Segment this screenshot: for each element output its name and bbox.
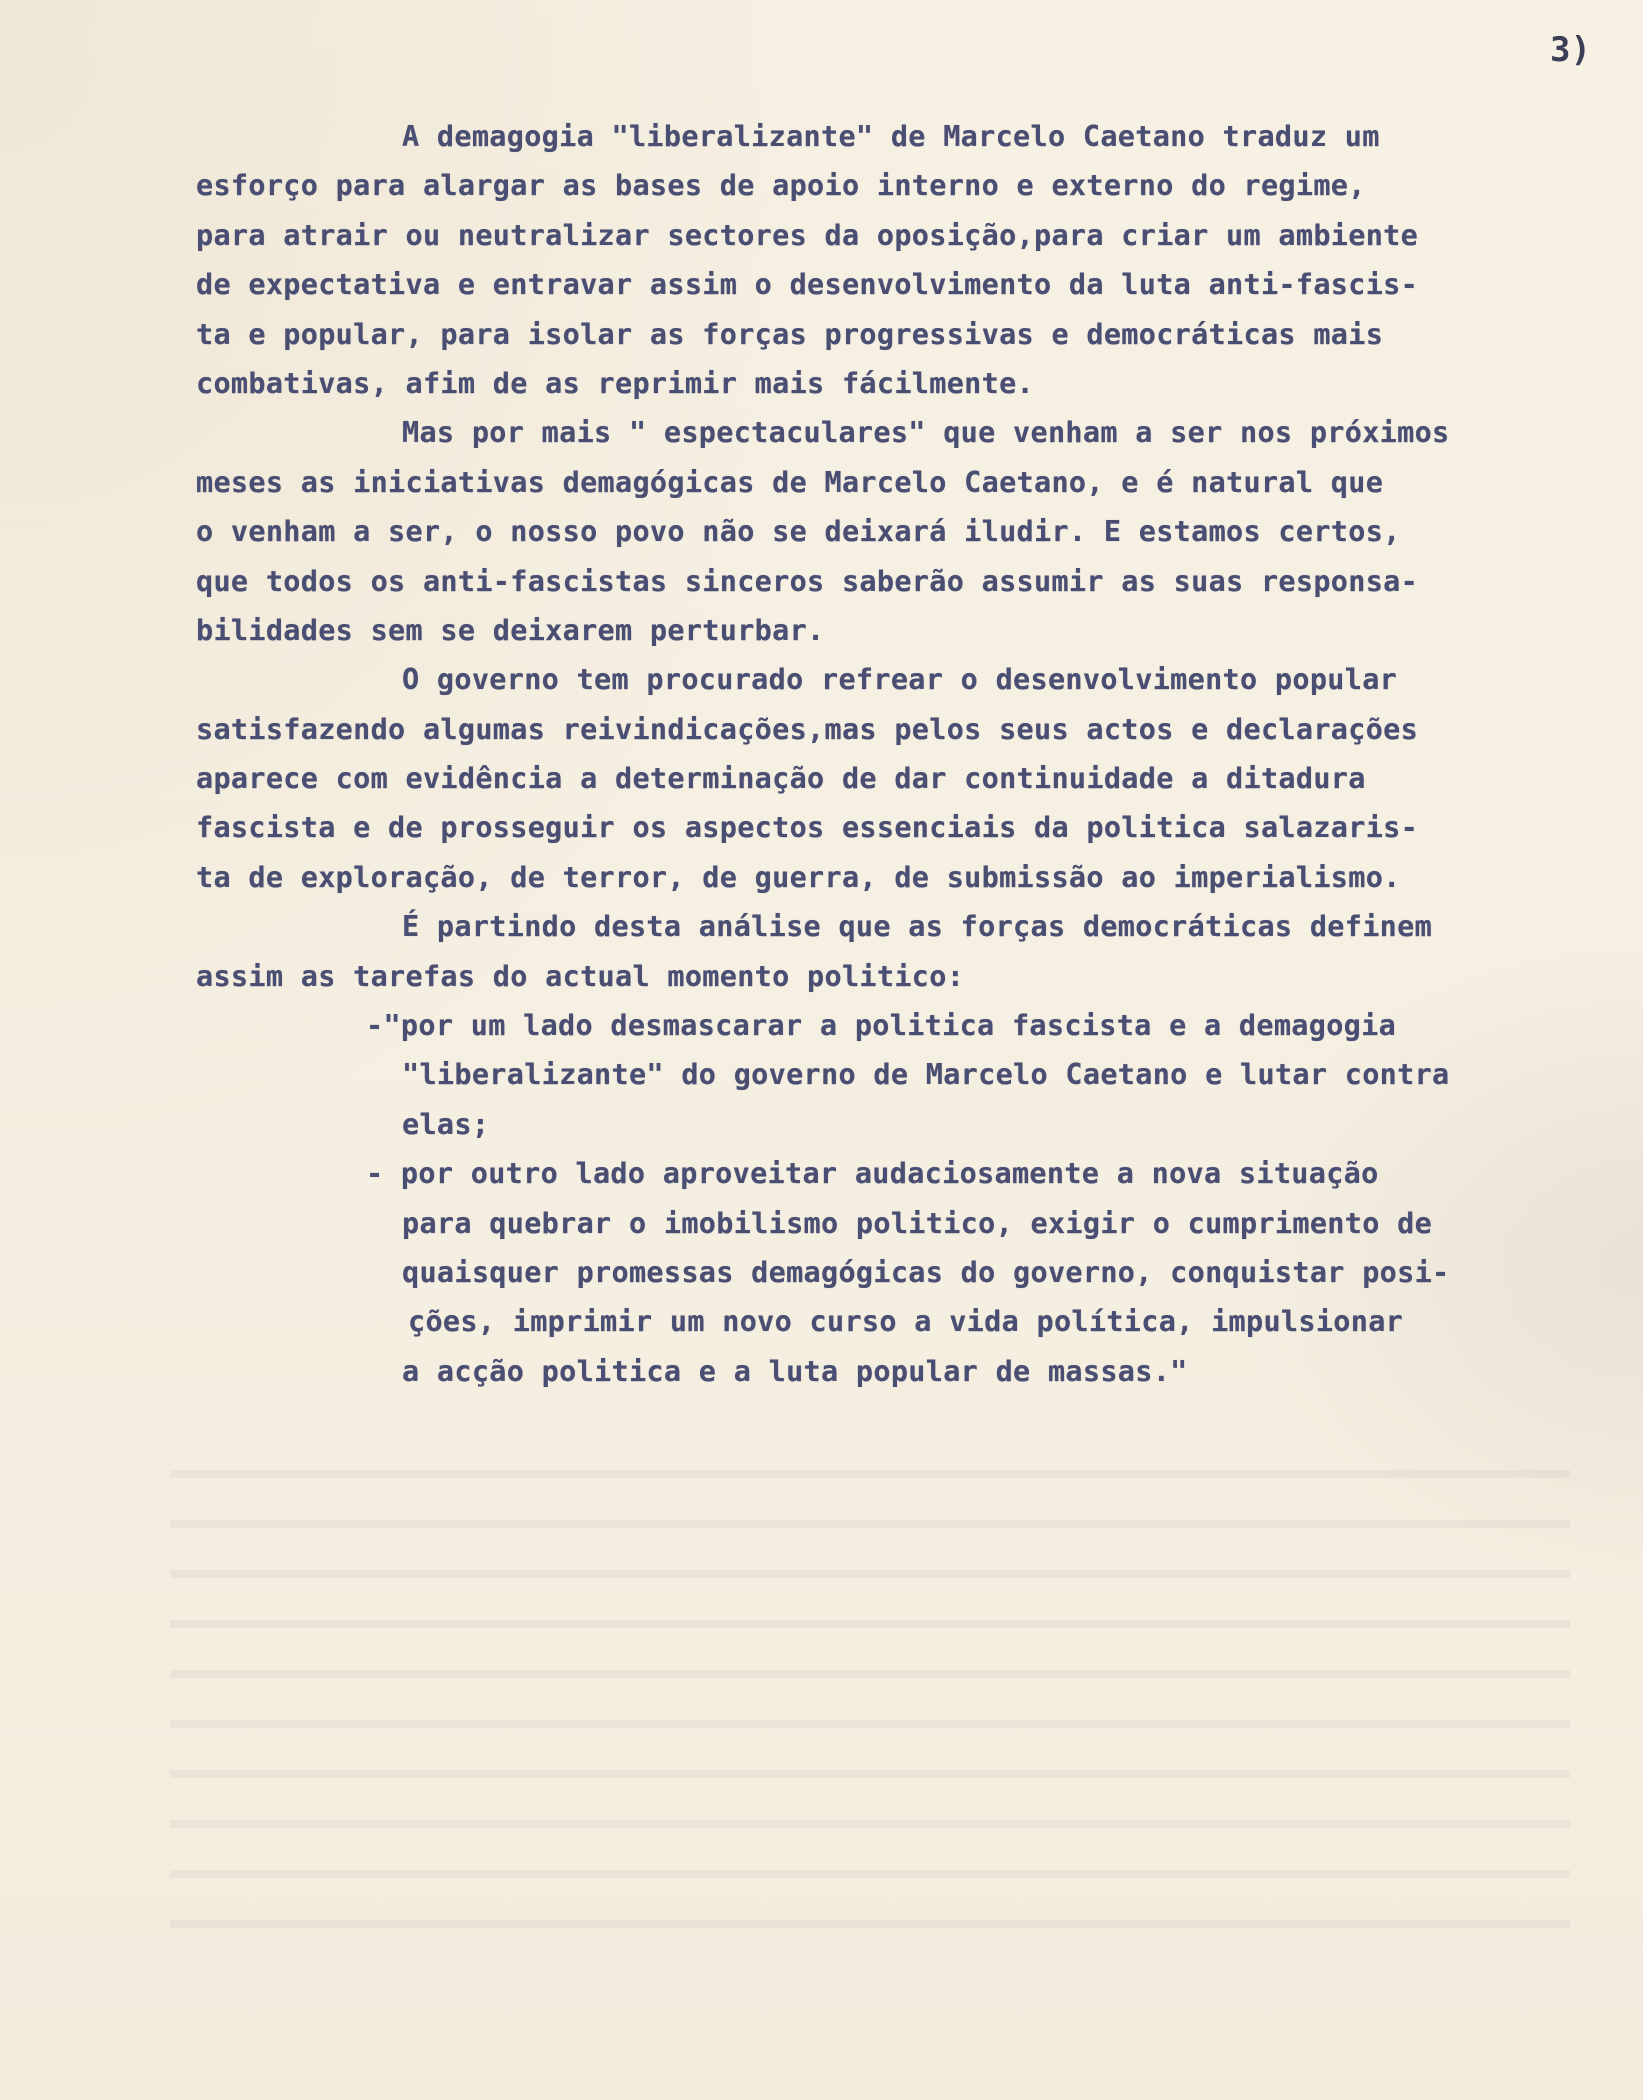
text-line: o venham a ser, o nosso povo não se deixará iludir. E estamos certos,: [196, 515, 1401, 549]
text-line: satisfazendo algumas reivindicações,mas pelos seus actos e declarações: [196, 712, 1419, 746]
text-line: Mas por mais " espectaculares" que venham a ser nos próximos: [402, 416, 1450, 450]
text-line: meses as iniciativas demagógicas de Marcelo Caetano, e é natural que: [196, 465, 1384, 499]
text-line: ta de exploração, de terror, de guerra, de submissão ao imperialismo.: [196, 860, 1401, 894]
text-line: a acção politica e a luta popular de massas.": [402, 1354, 1188, 1388]
text-line: elas;: [402, 1107, 490, 1141]
text-line: para quebrar o imobilismo politico, exigir o cumprimento de: [402, 1206, 1433, 1240]
text-line: assim as tarefas do actual momento politico:: [196, 959, 965, 993]
text-line: fascista e de prosseguir os aspectos essenciais da politica salazaris-: [196, 811, 1419, 845]
text-line: "liberalizante" do governo de Marcelo Caetano e lutar contra: [402, 1058, 1450, 1092]
text-line: ta e popular, para isolar as forças progressivas e democráticas mais: [196, 317, 1384, 351]
text-line: É partindo desta análise que as forças democráticas definem: [402, 910, 1433, 944]
text-line: O governo tem procurado refrear o desenvolvimento popular: [402, 663, 1398, 697]
typewritten-text: [196, 112, 1636, 1396]
text-line: -"por um lado desmascarar a politica fascista e a demagogia: [366, 1009, 1397, 1043]
text-line: - por outro lado aproveitar audaciosamente a nova situação: [366, 1157, 1379, 1191]
text-line: bilidades sem se deixarem perturbar.: [196, 613, 825, 647]
text-line: ções, imprimir um novo curso a vida política, impulsionar: [408, 1305, 1404, 1339]
text-line: que todos os anti-fascistas sinceros saberão assumir as suas responsa-: [196, 564, 1419, 598]
text-line: aparece com evidência a determinação de dar continuidade a ditadura: [196, 762, 1366, 796]
text-line: combativas, afim de as reprimir mais fácilmente.: [196, 366, 1035, 400]
text-line: para atrair ou neutralizar sectores da oposição,para criar um ambiente: [196, 218, 1419, 252]
text-line: quaisquer promessas demagógicas do governo, conquistar posi-: [402, 1255, 1450, 1289]
text-line: A demagogia "liberalizante" de Marcelo Caetano traduz um: [402, 120, 1380, 153]
page-number: 3): [1550, 30, 1591, 70]
text-line: esforço para alargar as bases de apoio interno e externo do regime,: [196, 169, 1366, 203]
text-line: de expectativa e entravar assim o desenvolvimento da luta anti-fascis-: [196, 268, 1419, 302]
ink-show-through: [170, 1440, 1570, 1960]
